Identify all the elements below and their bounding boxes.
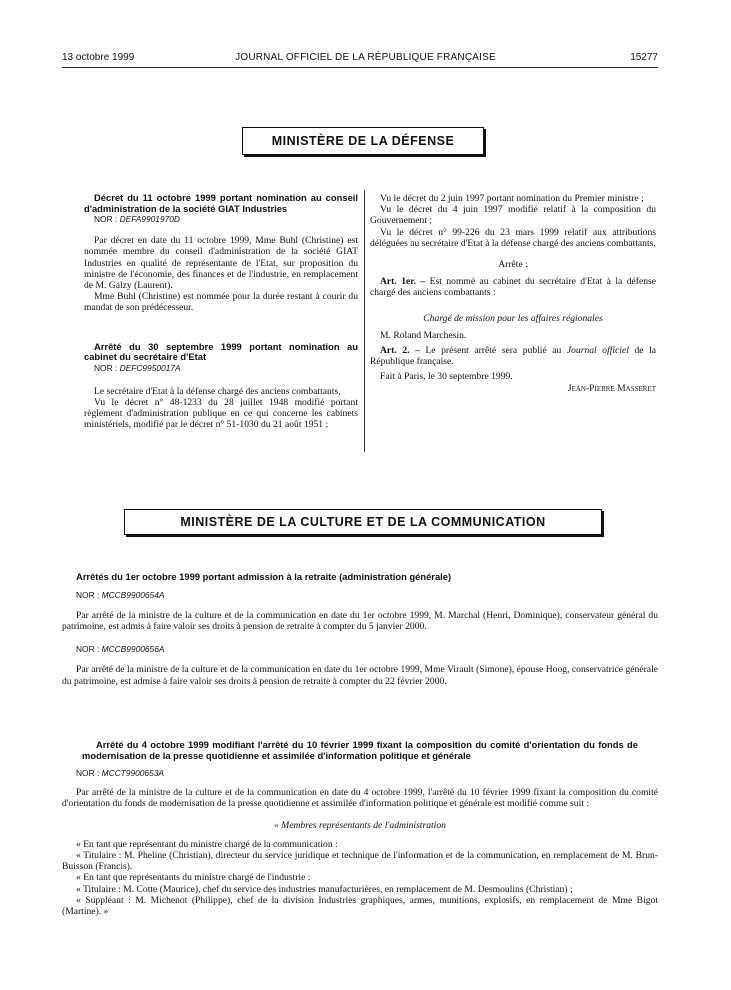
article-2-text: Le présent arrêté sera publié au	[425, 345, 562, 357]
ministry-culture-heading: MINISTÈRE DE LA CULTURE ET DE LA COMMUNICATION	[124, 509, 602, 535]
arrete-title: Arrêté du 30 septembre 1999 portant nomination au cabinet du secrétaire d'Etat	[84, 340, 358, 363]
article-2	[370, 345, 656, 367]
retirement-section	[62, 572, 658, 687]
article-1-label: Art. 1er. –	[380, 276, 426, 288]
committee-line: « En tant que représentant du ministre chargé de la communication :	[76, 838, 338, 850]
column-divider	[364, 190, 365, 452]
nor-label: NOR :	[76, 768, 100, 778]
article-2-label: Art. 2. –	[380, 345, 420, 357]
arrete-nor	[84, 363, 358, 374]
mission-role: Chargé de mission pour les affaires régionales	[423, 312, 603, 324]
arrete-word: Arrête :	[498, 259, 528, 271]
arrete-paragraph: Vu le décret du 4 juin 1997 modifié relatif à la composition du Gouvernement ;	[370, 204, 656, 227]
header-date: 13 octobre 1999	[62, 52, 135, 63]
nor-code: MCCB9900656A	[101, 644, 165, 655]
arrete-paragraph: Vu le décret n° 48-1233 du 28 juillet 1948 modifié portant règlement d'administration publique en ce qui concerne les cabinets ministériels, modifié par le décret n° 51-1030 du 21 août 1951 ;	[84, 397, 358, 431]
article-2-end: de la République française.	[370, 345, 657, 368]
nor-label: NOR :	[94, 362, 118, 373]
committee-paragraph: Par arrêté de la ministre de la culture et de la communication en date du 4 octobre 1999, l'arrêté du 10 février 1999 fixant la composition du comité d'orientation du fonds de modernisation de la presse quotidienne et assimilée d'information politique et générale est modifié comme suit :	[62, 787, 658, 810]
left-column	[84, 193, 358, 431]
arrete-paragraph: Vu le décret du 2 juin 1997 portant nomination du Premier ministre ;	[380, 193, 644, 204]
nor-code: DEFA9901970D	[119, 214, 180, 224]
nor-code: MCCB9900654A	[101, 589, 165, 600]
ministry-defense-heading: MINISTÈRE DE LA DÉFENSE	[242, 127, 484, 155]
decret-paragraph: Mme Buhl (Christine) est nommée pour la durée restant à courir du mandat de son prédécesseur.	[84, 291, 358, 314]
committee-line: « Titulaire : M. Cotte (Maurice), chef du service des industries manufacturières, en remplacement de M. Desmoulins (Christian) ;	[76, 883, 573, 895]
retirement-title: Arrêtés du 1er octobre 1999 portant admission à la retraite (administration générale)	[76, 571, 452, 582]
retirement-paragraph: Par arrêté de la ministre de la culture et de la communication en date du 1er octobre 1999, Mme Virault (Simone), épouse Hoog, conservatrice générale du patrimoine, est admise à faire valoir ses droits à pension de retraite à compter du 22 février 2000.	[62, 664, 658, 687]
nor-line	[62, 768, 658, 779]
nor-line	[62, 644, 658, 655]
decret-title: Décret du 11 octobre 1999 portant nomination au conseil d'administration de la société GIAT Industries	[84, 192, 358, 214]
appointee: M. Roland Marchesin.	[380, 329, 467, 341]
journal-officiel: Journal officiel	[566, 345, 629, 357]
journal-title: JOURNAL OFFICIEL DE LA RÉPUBLIQUE FRANÇAISE	[235, 52, 496, 63]
committee-subheading: « Membres représentants de l'administration	[274, 819, 446, 831]
arrete-paragraph: Vu le décret n° 99-226 du 23 mars 1999 relatif aux attributions déléguées au secrétaire d'Etat à la défense chargé des anciens combattants,	[370, 226, 656, 249]
arrete-paragraph: Le secrétaire d'Etat à la défense chargé des anciens combattants,	[94, 385, 341, 397]
committee-line: « Suppléant : M. Michenot (Philippe), chef de la division Industries graphiques, armes, munitions, explosifs, en remplacement de Mme Bigot (Martine). »	[62, 894, 658, 918]
fait-a-paris: Fait à Paris, le 30 septembre 1999.	[380, 371, 513, 383]
article-1	[370, 276, 656, 298]
right-column	[370, 193, 656, 394]
decret-nor	[84, 214, 358, 225]
nor-label: NOR :	[76, 589, 100, 600]
committee-line: « Titulaire : M. Pheline (Christian), directeur du service juridique et technique de l'information et de la communication, en remplacement de M. Brun-Buisson (Francis).	[62, 850, 658, 873]
retirement-paragraph: Par arrêté de la ministre de la culture et de la communication en date du 1er octobre 1999, M. Marchal (Henri, Dominique), conservateur général du patrimoine, est admis à faire valoir ses droits à pension de retraite à compter du 5 janvier 2000.	[62, 609, 658, 632]
nor-label: NOR :	[94, 214, 118, 224]
nor-code: MCCT9900653A	[101, 768, 164, 778]
article-1-text: Est nommé au cabinet du secrétaire d'Etat à la défense chargé des anciens combattants :	[370, 276, 656, 299]
committee-section	[62, 740, 658, 917]
nor-label: NOR :	[76, 644, 100, 655]
nor-code: DEFC9950017A	[119, 362, 181, 373]
committee-title: Arrêté du 4 octobre 1999 modifiant l'arrêté du 10 février 1999 fixant la composition du comité d'orientation du fonds de modernisation de la presse quotidienne et assimilée d'information politique et générale	[82, 739, 638, 761]
signature: Jean-Pierre Masseret	[567, 382, 656, 394]
decret-paragraph: Par décret en date du 11 octobre 1999, Mme Buhl (Christine) est nommée membre du conseil d'administration de la société GIAT Industries en qualité de représentante de l'Etat, sur proposition du ministre de l'économie, des finances et de l'industrie, en remplacement de M. Galzy (Laurent).	[84, 235, 358, 292]
header-rule	[62, 67, 658, 68]
committee-line: « En tant que représentants du ministre chargé de l'industrie :	[76, 872, 311, 884]
nor-line	[62, 590, 658, 601]
page-number: 15277	[630, 52, 658, 63]
